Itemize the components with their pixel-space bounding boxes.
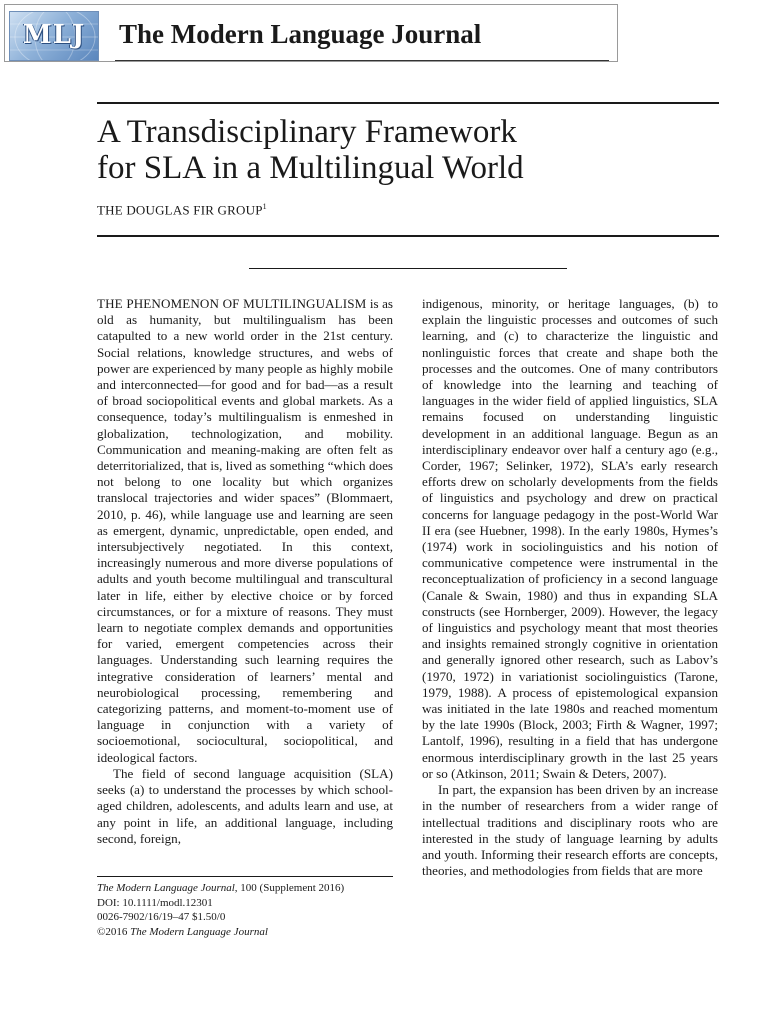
author-name: THE DOUGLAS FIR GROUP bbox=[97, 202, 263, 218]
logo-text: MLJ bbox=[22, 20, 86, 50]
footnote-journal-issue: , 100 (Supplement 2016) bbox=[234, 882, 345, 894]
journal-title: The Modern Language Journal bbox=[119, 19, 482, 49]
publication-footnote bbox=[97, 876, 393, 939]
section-divider bbox=[249, 268, 567, 269]
article-authors bbox=[97, 202, 267, 218]
footnote-doi[interactable]: DOI: 10.1111/modl.12301 bbox=[97, 896, 213, 909]
paragraph-text: is as old as humanity, but multilingualism has been catapulted to a new world order in the 21st century. Social relations, knowledge structures, and webs of power are experienced by many people as highly mobile and interconnected—for good and for bad—as a result of broad sociopolitical events and global markets. As a consequence, today’s multilingualism is enmeshed in globalization, technologization, and mobility. Communication and meaning-making are often felt as deterritorialized, that is, lived as something “which does not belong to one locality but which organizes translocal trajectories and wider spaces” (Blommaert, 2010, p. 46), while language use and learning are seen as emergent, dynamic, unpredictable, open ended, and intersubjectively negotiated. In this context, increasingly numerous and more diverse populations of adults and youth become multilingual and transcultural later in life, either by elective choice or by forced circumstances, or for a mixture of reasons. They must learn to negotiate complex demands and opportunities for varied, emergent competencies across their languages. Understanding such learning requires the integrative consideration of learners’ mental and neurobiological processing, remembering and categorizing patterns, and moment-to-moment use of language in conjunction with a variety of socioemotional, sociocultural, sociopolitical, and ideological factors. bbox=[97, 296, 393, 765]
header-rule bbox=[115, 60, 609, 61]
title-bottom-rule bbox=[97, 235, 719, 237]
footnote-copyright bbox=[97, 925, 393, 940]
paragraph: In part, the expansion has been driven by an increase in the number of researchers from a wider range of intellectual traditions and disciplinary roots who are interested in the study of language learning by adults and youth. Informing their research efforts are concepts, theories, and methodologies from fields that are more bbox=[422, 782, 718, 879]
paragraph: indigenous, minority, or heritage languages, (b) to explain the linguistic processes and outcomes of such learning, and (c) to characterize the linguistic and nonlinguistic forces that create and shape both the processes and the outcomes. One of many contributors of knowledge into the learning and teaching of languages in the wider field of applied linguistics, SLA remains focused on understanding linguistic development in an additional language. Begun as an interdisciplinary endeavor over half a century ago (e.g., Corder, 1967; Selinker, 1972), SLA’s early research efforts drew on scholarly developments from the fields of linguistics and psychology and drew on practical concerns for language pedagogy in the post-World War II era (see Huebner, 1998). In the early 1980s, Hymes’s (1974) work in sociolinguistics and his notion of communicative competence were instrumental in the reconceptualization of proficiency in a second language (Canale & Swain, 1980) and thus in expanding SLA constructs (see Hornberger, 2009). However, the legacy of linguistics and psychology meant that most theories and insights remained strongly cognitive in orientation and generally ignored other research, such as Labov’s (1970, 1972) in variationist sociolinguistics (Tarone, 1979, 1988). A process of epistemological expansion was initiated in the late 1980s and reached momentum by the late 1990s (Block, 2003; Firth & Wagner, 1997; Lantolf, 1996), resulting in a field that has undergone enormous interdisciplinary growth in the last 25 years or so (Atkinson, 2011; Swain & Deters, 2007). bbox=[422, 296, 718, 781]
left-column bbox=[97, 296, 393, 847]
lead-in: THE PHENOMENON OF MULTILINGUALISM bbox=[97, 296, 367, 311]
article-title-line1: A Transdisciplinary Framework bbox=[97, 114, 517, 150]
journal-header bbox=[4, 4, 618, 62]
copyright-prefix: ©2016 bbox=[97, 925, 131, 938]
title-top-rule bbox=[97, 102, 719, 104]
copyright-journal: The Modern Language Journal bbox=[130, 925, 268, 938]
footnote-journal-line bbox=[97, 881, 393, 896]
right-column bbox=[422, 296, 718, 879]
author-note-marker[interactable]: 1 bbox=[262, 202, 267, 211]
footnote-journal-name: The Modern Language Journal bbox=[97, 882, 235, 894]
footnote-issn: 0026-7902/16/19–47 $1.50/0 bbox=[97, 911, 226, 923]
paragraph: The field of second language acquisition (SLA) seeks (a) to understand the processes by which school-aged children, adolescents, and adults learn and use, at any point in life, an additional language, including second, foreign, bbox=[97, 765, 393, 846]
article-title bbox=[97, 114, 737, 186]
article-title-line2: for SLA in a Multilingual World bbox=[97, 150, 524, 186]
journal-logo bbox=[9, 11, 99, 61]
paragraph bbox=[97, 296, 393, 766]
